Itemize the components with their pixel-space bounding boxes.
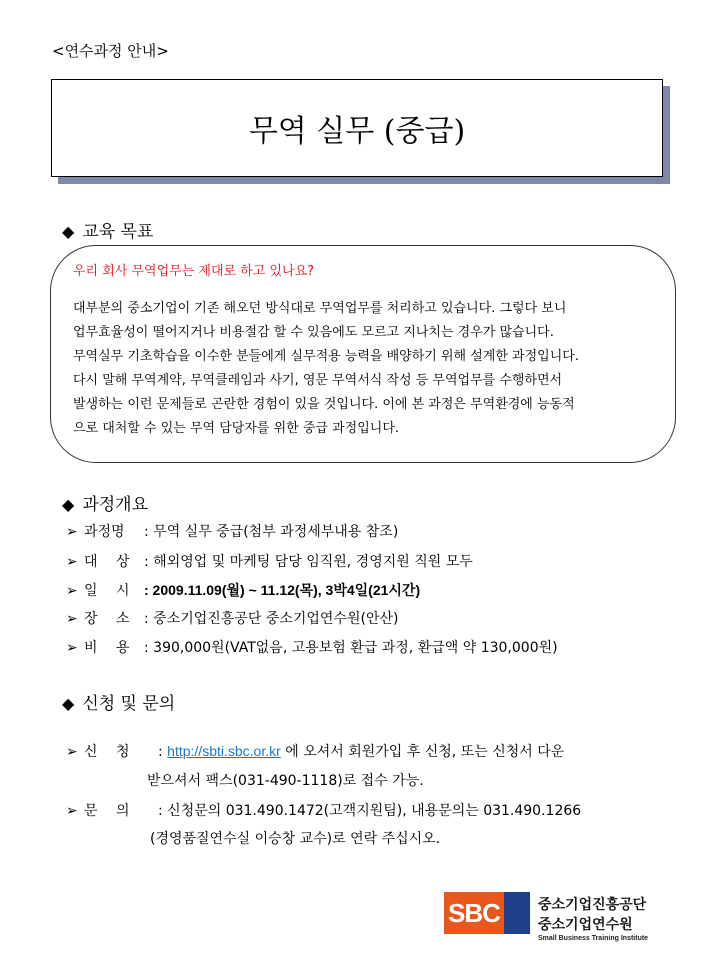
goal-line: 업무효율성이 떨어지거나 비용절감 할 수 있음에도 모르고 지나치는 경우가 많습니다. xyxy=(73,325,554,340)
goal-body xyxy=(73,297,653,441)
overview-item-target: ➢ 대 상 : 해외영업 및 마케팅 담당 임직원, 경영지원 직원 모두 xyxy=(66,554,473,570)
diamond-icon: ◆ xyxy=(62,222,75,241)
apply-inquiry: ➢ 문 의 : 신청문의 031.490.1472(고객지원팀), 내용문의는 031.490.1266 xyxy=(66,803,582,819)
overview-item-place: ➢ 장 소 : 중소기업진흥공단 중소기업연수원(안산) xyxy=(66,611,399,627)
apply-signup: ➢ 신 청 : http://sbti.sbc.or.kr 에 오셔서 회원가입 후 신청, 또는 신청서 다운 xyxy=(66,743,565,760)
diamond-icon: ◆ xyxy=(62,495,75,514)
goal-line: 다시 말해 무역계약, 무역클레임과 사기, 영문 무역서식 작성 등 무역업무를 수행하면서 xyxy=(73,373,563,388)
arrow-icon: ➢ xyxy=(66,524,78,540)
apply-inquiry-cont: (경영품질연수실 이승창 교수)로 연락 주십시오. xyxy=(150,831,441,847)
sbc-logo-text: SBC xyxy=(448,898,500,928)
org-name-1: 중소기업진흥공단 xyxy=(538,897,647,913)
org-name-2: 중소기업연수원 xyxy=(538,917,633,933)
goal-line: 발생하는 이런 문제들로 곤란한 경험이 있을 것입니다. 이에 본 과정은 무역환경에 능동적 xyxy=(73,397,575,412)
arrow-icon: ➢ xyxy=(66,554,78,570)
signup-link[interactable]: http://sbti.sbc.or.kr xyxy=(167,743,281,759)
goal-line: 무역실무 기초학습을 이수한 분들에게 실무적용 능력을 배양하기 위해 설계한 과정입니다. xyxy=(73,349,579,364)
apply-heading xyxy=(62,689,175,714)
arrow-icon: ➢ xyxy=(66,640,78,656)
overview-item-cost: ➢ 비 용 : 390,000원(VAT없음, 고용보험 환급 과정, 환급액 약 130,000원) xyxy=(66,640,558,656)
diamond-icon: ◆ xyxy=(62,694,75,713)
arrow-icon: ➢ xyxy=(66,611,78,627)
apply-signup-cont: 받으셔서 팩스(031-490-1118)로 접수 가능. xyxy=(147,773,424,789)
apply-heading-text: 신청 및 문의 xyxy=(82,694,176,714)
overview-item-course: ➢ 과정명 : 무역 실무 중급(첨부 과정세부내용 참조) xyxy=(66,524,399,540)
goal-line: 대부분의 중소기업이 기존 해오던 방식대로 무역업무를 처리하고 있습니다. 그렇다 보니 xyxy=(73,301,567,316)
arrow-icon: ➢ xyxy=(66,583,78,599)
arrow-icon: ➢ xyxy=(66,744,78,760)
overview-item-date: ➢ 일 시 : 2009.11.09(월) ~ 11.12(목), 3박4일(21시간) xyxy=(66,582,421,599)
org-name-en: Small Business Training Institute xyxy=(538,935,649,942)
arrow-icon: ➢ xyxy=(66,803,78,819)
goal-box xyxy=(50,245,676,463)
title-box xyxy=(51,79,663,177)
goal-question: 우리 회사 무역업무는 제대로 하고 있나요? xyxy=(73,264,315,279)
overview-heading xyxy=(62,490,148,515)
goal-heading xyxy=(62,217,153,242)
overview-heading-text: 과정개요 xyxy=(82,495,149,515)
sbc-logo-accent xyxy=(504,892,530,934)
goal-line: 으로 대처할 수 있는 무역 담당자를 위한 중급 과정입니다. xyxy=(73,421,400,436)
course-title: 무역 실무 (중급) xyxy=(248,114,466,149)
goal-heading-text: 교육 목표 xyxy=(82,222,154,242)
page-header: <연수과정 안내> xyxy=(52,42,169,60)
